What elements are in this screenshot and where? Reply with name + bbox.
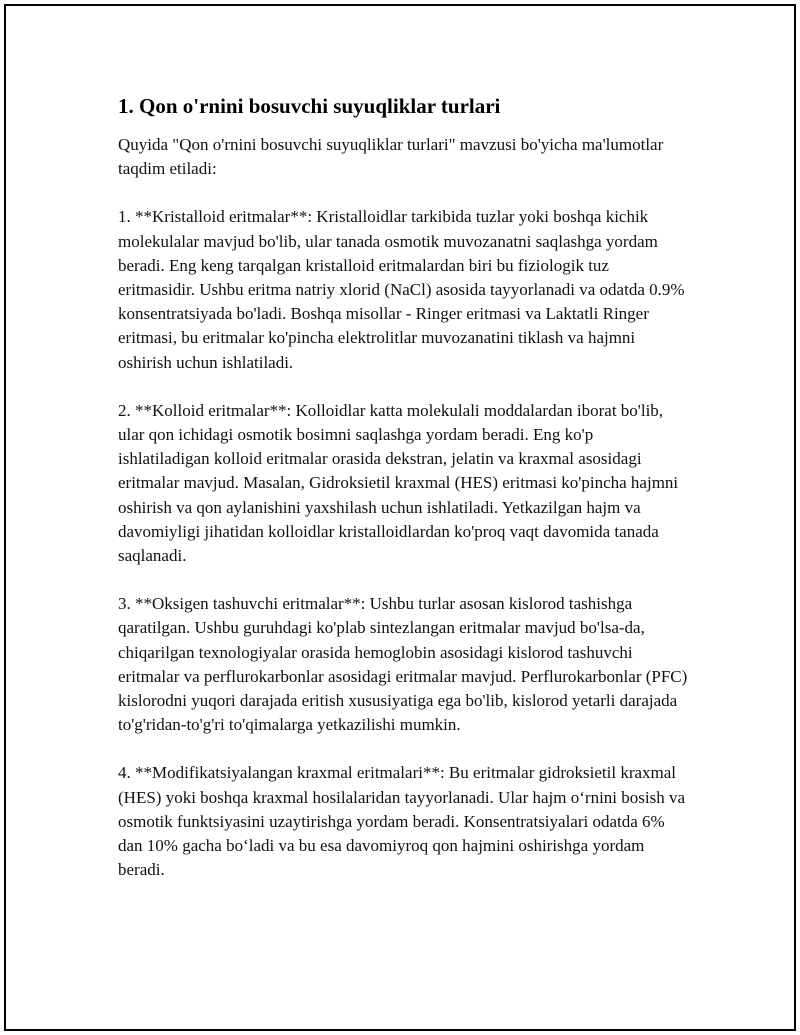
paragraph-oksigen: 3. **Oksigen tashuvchi eritmalar**: Ushbu turlar asosan kislorod tashishga qaratilgan. Ushbu guruhdagi ko'plab sintezlangan eritmalar mavjud bo'lsa-da, chiqarilgan texnologiyalar orasida hemoglobin asosidagi kislorod tashuvchi eritmalar va perflurokarbonlar asosidagi eritmalar mavjud. Perflurokarbonlar (PFC) kislorodni yuqori darajada eritish xususiyatiga ega bo'lib, kislorod yetarli darajada to'g'ridan-to'g'ri to'qimalarga yetkazilishi mumkin. (118, 594, 688, 735)
intro-paragraph: Quyida "Qon o'rnini bosuvchi suyuqliklar turlari" mavzusi bo'yicha ma'lumotlar taqdim etiladi: (118, 135, 664, 179)
paragraph-kraxmal: 4. **Modifikatsiyalangan kraxmal eritmalari**: Bu eritmalar gidroksietil kraxmal (HES) yoki boshqa kraxmal hosilalaridan tayyorlanadi. Ular hajm o‘rnini bosish va osmotik funktsiyasini uzaytirishga yordam beradi. Konsentratsiyalari odatda 6% dan 10% gacha bo‘ladi va bu esa davomiyroq qon hajmini oshirishga yordam beradi. (118, 763, 686, 880)
paragraph-kolloid: 2. **Kolloid eritmalar**: Kolloidlar katta molekulali moddalardan iborat bo'lib, ular qon ichidagi osmotik bosimni saqlashga yordam beradi. Eng ko'p ishlatiladigan kolloid eritmalar orasida dekstran, jelatin va kraxmal asosidagi eritmalar mavjud. Masalan, Gidroksietil kraxmal (HES) eritmasi ko'pincha hajmni oshirish va qon aylanishini yaxshilash uchun ishlatiladi. Yetkazilgan hajm va davomiyligi jihatidan kolloidlar kristalloidlardan ko'proq vaqt davomida tanada saqlanadi. (118, 400, 679, 566)
paragraph-kristalloid: 1. **Kristalloid eritmalar**: Kristalloidlar tarkibida tuzlar yoki boshqa kichik molekulalar mavjud bo'lib, ular tanada osmotik muvozanatni saqlashga yordam beradi. Eng keng tarqalgan kristalloid eritmalardan biri bu fiziologik tuz eritmasidir. Ushbu eritma natriy xlorid (NaCl) asosida tayyorlanadi va odatda 0.9% konsentratsiyada bo'ladi. Boshqa misollar - Ringer eritmasi va Laktatli Ringer eritmasi, bu eritmalar ko'pincha elektrolitlar muvozanatini tiklash va hajmni oshirish uchun ishlatiladi. (118, 207, 685, 372)
document-body (118, 93, 688, 906)
document-title: 1. Qon o'rnini bosuvchi suyuqliklar turlari (118, 94, 501, 118)
